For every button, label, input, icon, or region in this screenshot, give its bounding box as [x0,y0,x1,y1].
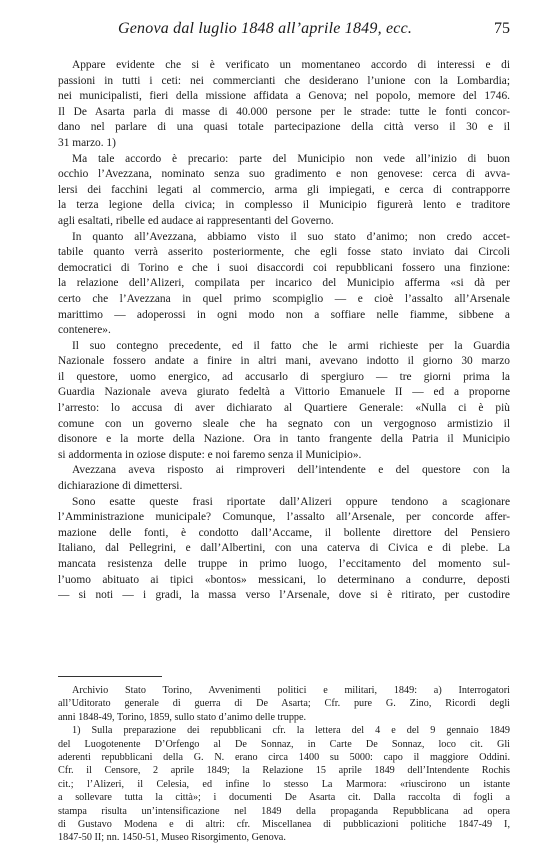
body-line: Italiano, dal Pellegrini, e dall’Albertini, con una caterva di Civica e di plebe. La [58,542,510,555]
body-line: certo che l’Avezzana in quel primo scompiglio — e cioè l’assalto all’Arsenale [58,292,510,305]
body-line: Nazionale fossero andate a finire in altri mani, avevano indotto il giorno 30 marzo [58,355,510,368]
footnote-line: Archivio Stato Torino, Avvenimenti politici e militari, 1849: a) Interrogatori [72,685,510,696]
footnotes [58,684,510,845]
body-line: 31 marzo. 1) [58,136,116,149]
footnote-line: a sollevare tutta la città»; i documenti De Asarta cit. Dalla raccolta di fogli a [58,792,510,804]
footnote-line: Cfr. il Censore, 2 aprile 1849; la Relazione 15 aprile 1849 dell’Intendente Rochis [58,765,510,777]
body-line: democratici di Torino e che i suoi disaccordi coi repubblicani fossero una finzione: [58,261,510,274]
body-line: l’arresto: lo accusa di aver dichiarato al Quartiere Generale: «Nulla ci è più [58,402,510,415]
footnote-line: all’Uditorato generale di guerra di De Asarta; Cfr. pure G. Zino, Ricordi degli [58,698,510,710]
body-line: mancata resistenza delle truppe in primo luogo, l’eccitamento del momento sul- [58,558,510,570]
page-header [58,20,510,40]
body-line: tabile quanto verrà asserito posteriormente, che egli fosse stato inviato dai Circoli [58,246,510,259]
body-line: l’Amministrazione municipale? Comunque, l’assalto all’Arsenale, per concorde affer- [58,511,510,524]
body-line: Avezzana aveva risposto ai rimproveri dell’intendente e del questore con la [72,464,510,477]
body-line: — si noti — i gradi, la massa verso l’Arsenale, dove si è ritirato, per custodire [58,589,510,602]
page-number: 75 [494,20,510,37]
body-line: nei municipalisti, fieri della missione affidata a Genova; nel popolo, memore del 1746. [58,90,510,103]
running-title: Genova dal luglio 1848 all’aprile 1849, ecc. [118,20,413,37]
body-line: comune con un governo sleale che ha segnato con un vergognoso armistizio il [58,417,510,430]
body-line: occhio l’Avezzana, nominato senza suo gradimento e non genovese: cerca di avva- [58,168,510,181]
body-line: lersi dei facchini legati al commercio, arma gli impiegati, e cerca di contrapporre [58,183,510,196]
body-line: passioni in tutti i ceti: nei commercianti che desiderano l’unione con la Lombardia; [58,74,510,87]
body-line: Appare evidente che si è verificato un momentaneo accordo di interessi e di [72,59,510,71]
body-line: agli esaltati, ribelle ed audace ai rappresentanti del Governo. [58,214,334,227]
body-line: disonore e la morte della Nazione. Ora in tanto frangente della Patria il Municipio [58,433,510,446]
footnote-line: 1) Sulla preparazione dei repubblicani cfr. la lettera del 4 e del 9 gennaio 1849 [72,725,510,737]
footnote-line: stampa risulta un’intensificazione nel 1849 della propaganda Repubblicana ad opera [58,805,510,817]
body-line: Il suo contegno precedente, ed il fatto che le armi richieste per la Guardia [72,339,510,352]
body-line: il questore, uomo energico, ad accusarlo di spergiuro — tre giorni prima la [58,370,510,383]
body-line: Sono esatte queste frasi riportate dall’Alizeri oppure tendono a scagionare [72,495,510,508]
body-line: mazione delle fonti, è condotto dall’Accame, il bollente direttore del Pensiero [58,526,510,539]
body-line: marittimo — adoperossi in ogni modo non a soffiare nelle fiamme, sibbene a [58,308,510,321]
body-line: si addormenta in oziose dispute: e noi faremo senza il Municipio». [58,448,362,461]
body-line: Ma tale accordo è precario: parte del Municipio non vede all’inizio di buon [72,152,510,165]
footnote-line: di Gustavo Modena e di altri: cfr. Miscellanea di pubblicazioni politiche 1847-49 I, [58,818,510,830]
body-text [58,58,510,604]
body-line: Guardia Nazionale aveva giurato fedeltà a Vittorio Emanuele II — ed a proporne [58,386,510,399]
footnote-line: cit.; l’Alizeri, il Celesia, ed infine lo stesso La Marmora: «riuscirono un istante [58,778,510,790]
footnote-line: anni 1848-49, Torino, 1859, sullo stato d’animo delle truppe. [58,711,307,723]
body-line: la relazione dell’Alizeri, compilata per incarico del Municipio afferma «si dà per [58,277,510,290]
body-line: dichiarazione di dimettersi. [58,480,183,493]
body-line: dano nel parlare di una quasi totale partecipazione della città verso il 30 e il [58,121,510,134]
body-line: l’uomo abituato ai tipici «bontos» messicani, lo determinano a condurre, deposti [58,573,510,586]
footnote-line: aderenti repubblicani della G. N. erano circa 1400 su 5000: capo il maggiore Oddini. [58,751,510,763]
body-line: contenere». [58,324,111,337]
footnote-line: 1847-50 II; nn. 1450-51, Museo Risorgimento, Genova. [58,832,286,844]
footnote-line: del Luogotenente D’Orfengo al De Sonnaz, in Carte De Sonnaz, loco cit. Gli [58,738,510,750]
footnote-rule [58,676,162,677]
body-line: In quanto all’Avezzana, abbiamo visto il suo stato d’animo; non credo accet- [72,230,510,243]
body-line: la terza legione della civica; in complesso il Municipio figurerà lento e traditore [58,199,510,212]
body-line: Il De Asarta parla di masse di 40.000 persone per le strade: tutte le fonti concor- [58,105,510,118]
